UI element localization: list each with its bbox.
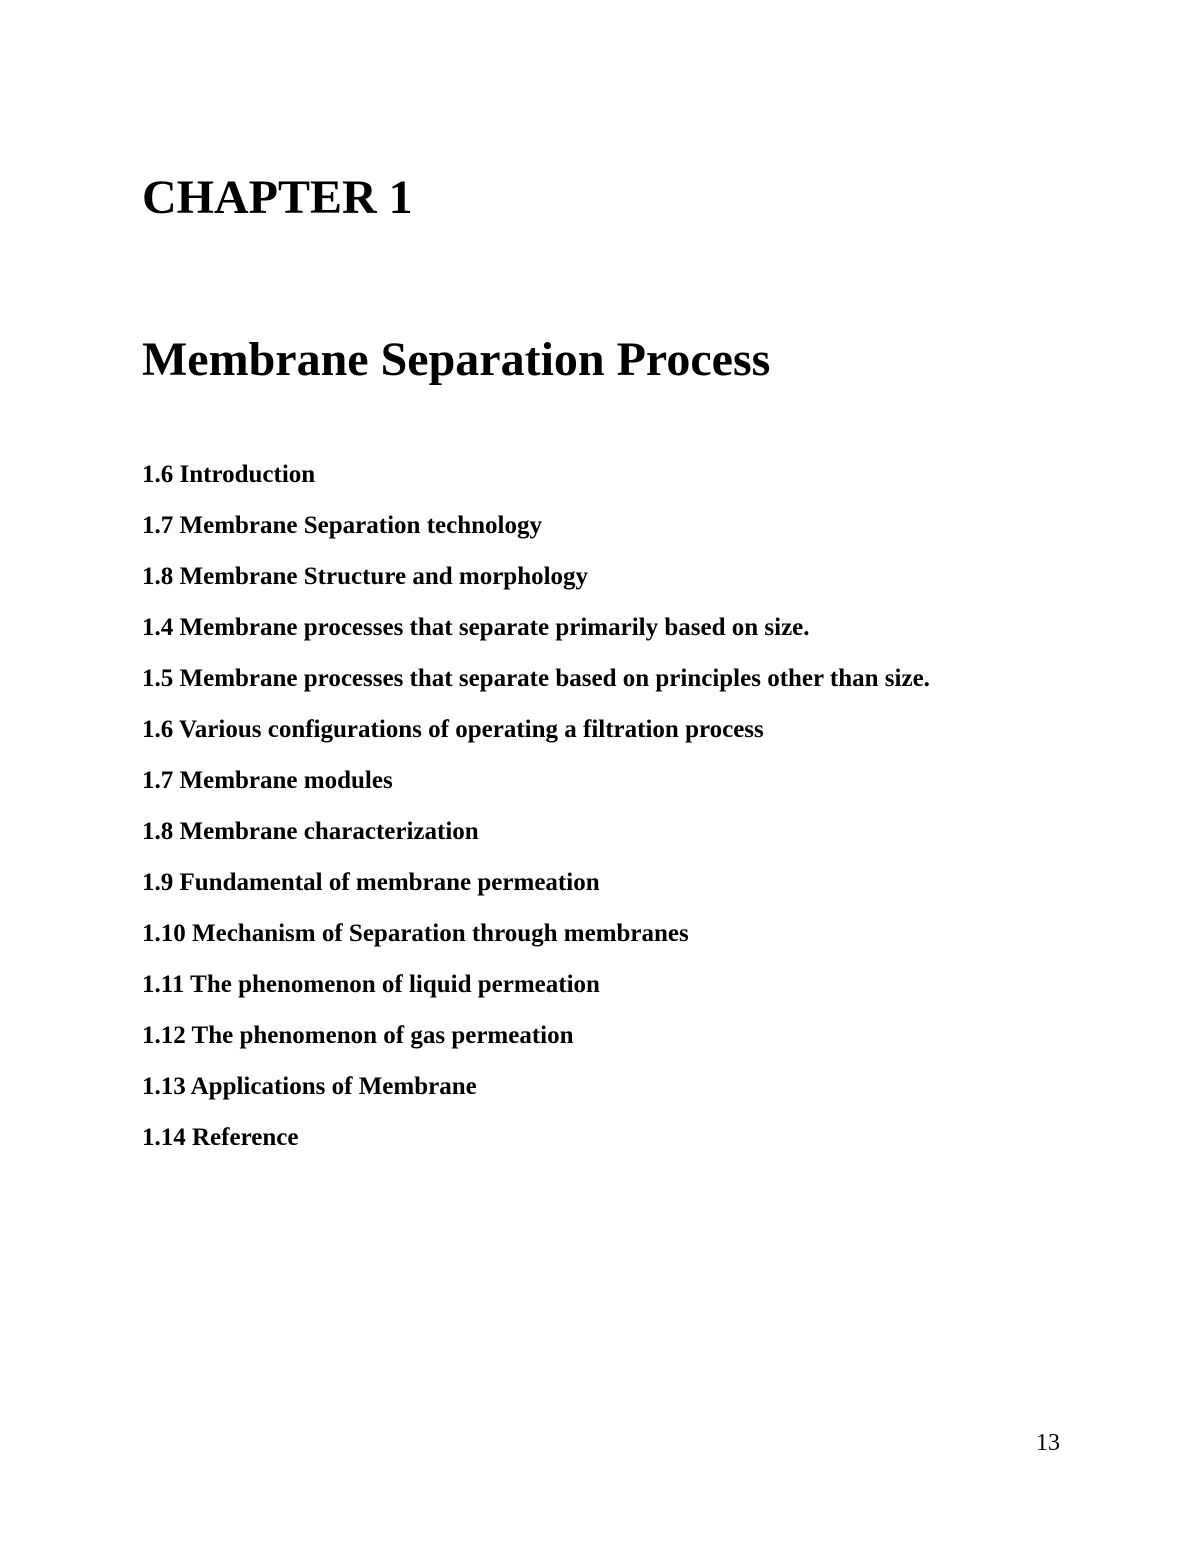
toc-item: 1.6 Various configurations of operating a filtration process — [142, 716, 764, 743]
table-of-contents — [142, 456, 930, 1170]
toc-item: 1.13 Applications of Membrane — [142, 1073, 477, 1100]
page-number: 13 — [1036, 1430, 1060, 1456]
toc-item: 1.6 Introduction — [142, 461, 316, 488]
toc-item: 1.8 Membrane Structure and morphology — [142, 563, 589, 590]
toc-item: 1.4 Membrane processes that separate primarily based on size. — [142, 614, 810, 641]
toc-item: 1.14 Reference — [142, 1124, 299, 1151]
toc-item: 1.7 Membrane Separation technology — [142, 512, 542, 539]
toc-item: 1.7 Membrane modules — [142, 767, 393, 794]
toc-item: 1.12 The phenomenon of gas permeation — [142, 1022, 574, 1049]
toc-item: 1.5 Membrane processes that separate based on principles other than size. — [142, 665, 930, 692]
chapter-label: CHAPTER 1 — [142, 171, 413, 224]
toc-item: 1.11 The phenomenon of liquid permeation — [142, 971, 600, 998]
toc-item: 1.8 Membrane characterization — [142, 818, 479, 845]
chapter-title: Membrane Separation Process — [142, 333, 771, 386]
toc-item: 1.10 Mechanism of Separation through membranes — [142, 920, 689, 947]
toc-item: 1.9 Fundamental of membrane permeation — [142, 869, 600, 896]
